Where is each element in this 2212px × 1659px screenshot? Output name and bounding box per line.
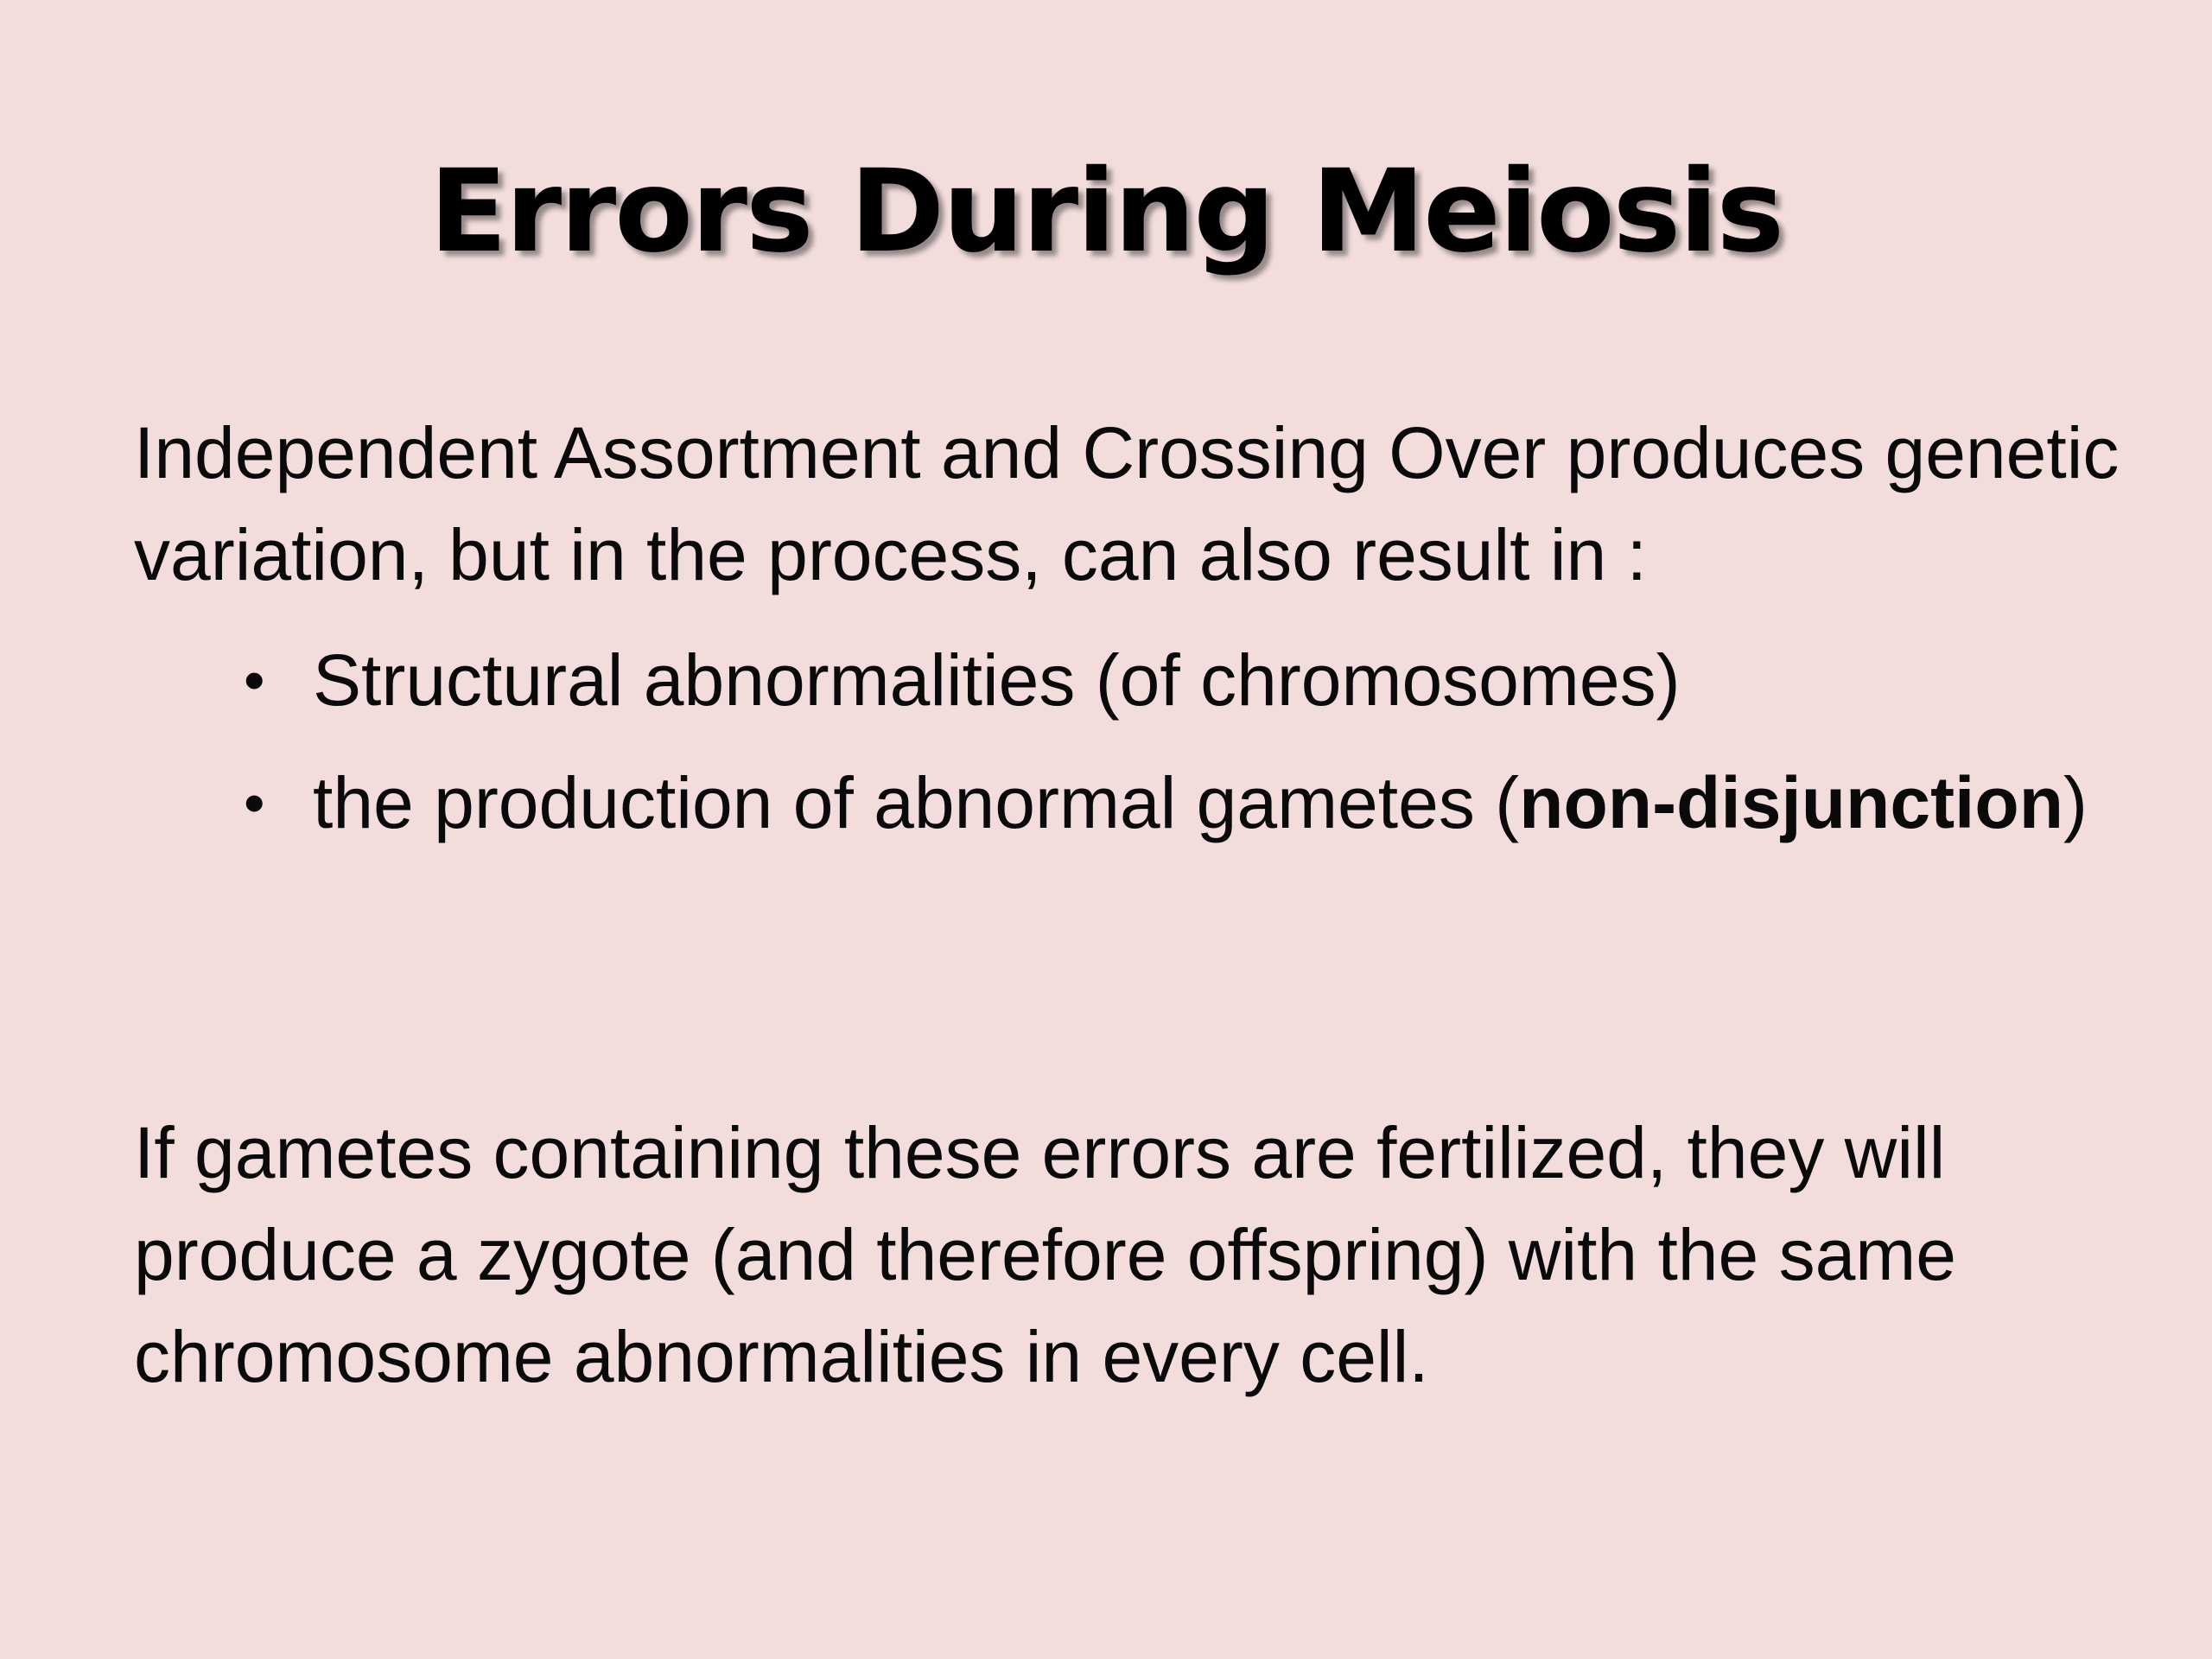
bullet-icon: • [244,769,265,836]
bullet-item-abnormal-gametes [134,752,2121,854]
bullet-list [134,629,2121,874]
bullet-text-bold-term: non-disjunction [1519,762,2064,843]
bullet-text-after: ) [2063,762,2088,843]
conclusion-paragraph: If gametes containing these errors are fertilized, they will produce a zygote (and therefore offspring) with the same chromosome abnormalities in every cell. [134,1112,1956,1397]
slide-title: Errors During Meiosis [429,145,1783,278]
bullet-text-before: the production of abnormal gametes ( [313,762,1520,843]
bullet-text: Structural abnormalities (of chromosomes) [313,639,1681,721]
bullet-icon: • [244,646,265,714]
bullet-item-structural [134,629,2121,731]
intro-paragraph: Independent Assortment and Crossing Over produces genetic variation, but in the process, can also result in : [134,412,2120,595]
